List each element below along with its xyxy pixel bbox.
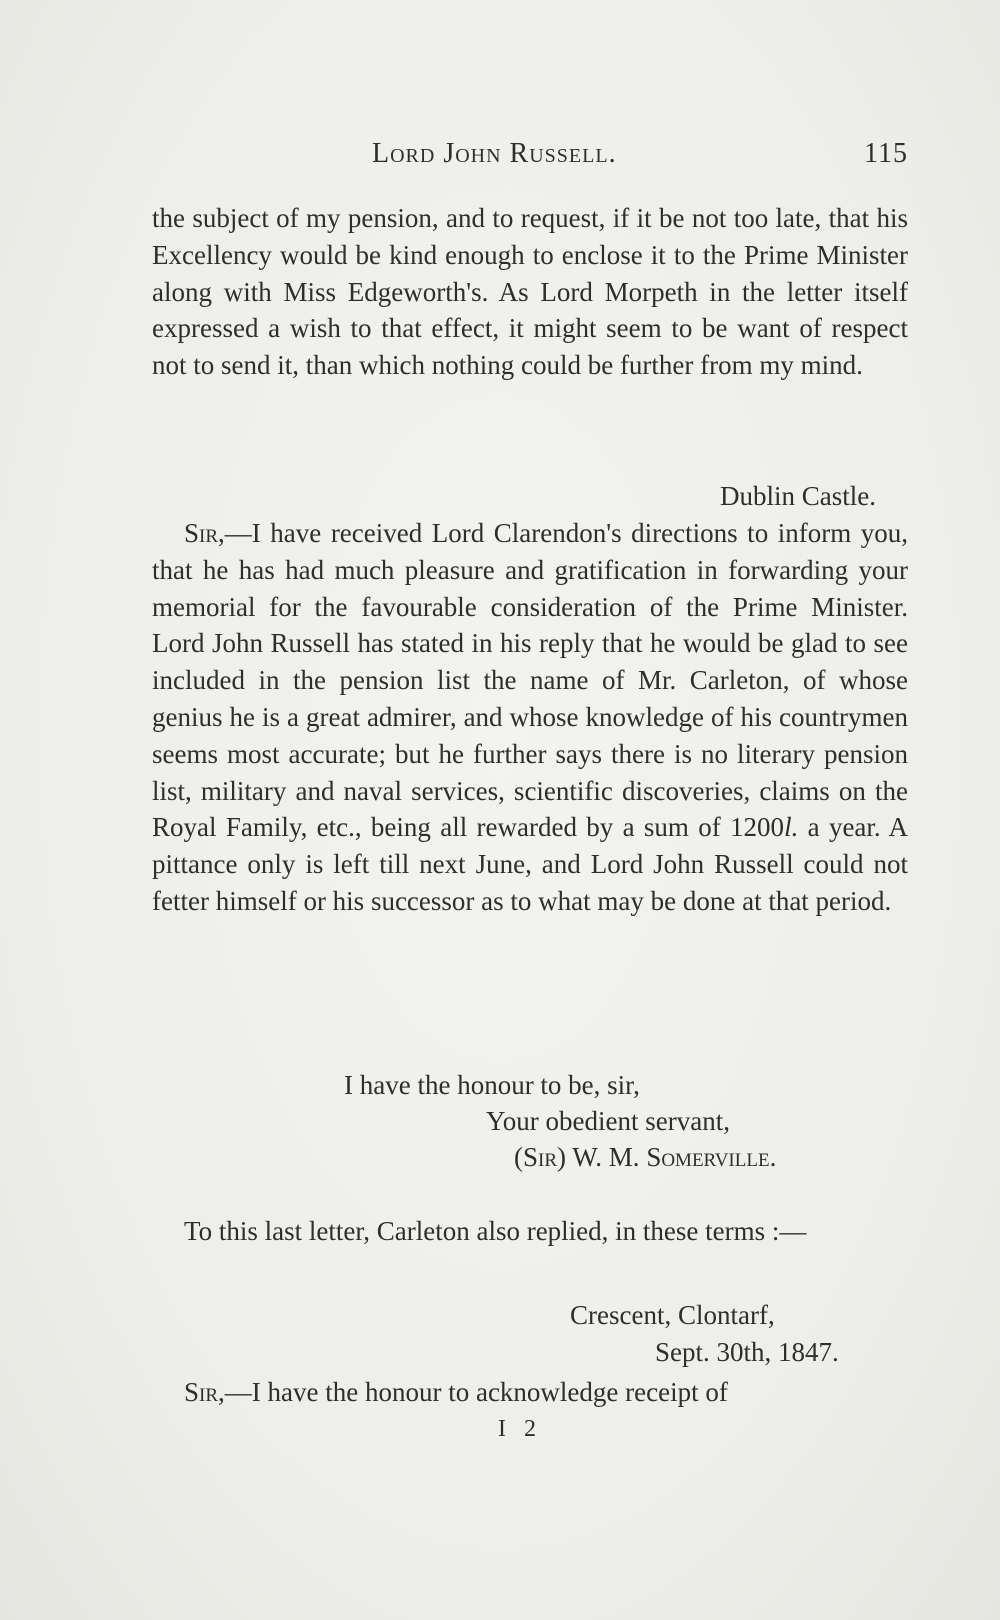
letter-body-part2: a year. A pittance only is left till next June, and Lord John Russell could not fetter himself or his successor as to what may be done at that period. xyxy=(152,812,908,916)
currency-unit: l. xyxy=(784,812,799,843)
paragraph-text: the subject of my pension, and to request, if it be not too late, that his Excellency would be kind enough to enclose it to the Prime Minister along with Miss Edgeworth's. As Lord Morpeth in the letter itself expressed a wish to that effect, it might seem to be want of respect not to send it, than which nothing could be further from my mind. xyxy=(152,203,908,381)
letter-body-part1: —I have the honour to acknowledge receipt of xyxy=(224,1377,728,1407)
signature-line xyxy=(514,1142,776,1173)
paragraph-text: To this last letter, Carleton also replied, in these terms :— xyxy=(184,1216,807,1246)
signature-initials: ) W. M. xyxy=(557,1142,647,1172)
letter-place-clontarf: Crescent, Clontarf, xyxy=(570,1300,775,1330)
letter-body-carleton xyxy=(152,1374,908,1411)
letter-date: Sept. 30th, 1847. xyxy=(655,1337,839,1367)
signature-name: Somerville. xyxy=(646,1142,777,1172)
letter-place: Dublin Castle. xyxy=(720,481,876,511)
letter-salutation: Sir, xyxy=(184,1377,225,1407)
page-header xyxy=(152,132,908,182)
paragraph-reply-intro xyxy=(152,1213,908,1250)
running-title: Lord John Russell. xyxy=(372,138,617,169)
closing-line-1: I have the honour to be, sir, xyxy=(344,1070,640,1100)
paragraph-continuation xyxy=(152,200,908,384)
letter-salutation: Sir, xyxy=(184,518,225,548)
page-number: 115 xyxy=(864,138,908,169)
closing-line-2: Your obedient servant, xyxy=(486,1106,730,1136)
signature-paren-open: ( xyxy=(514,1142,523,1172)
letter-place-dublin xyxy=(152,478,908,515)
signature-prefix: Sir xyxy=(523,1142,558,1172)
letter-body-text xyxy=(152,1374,908,1411)
letter-body-text xyxy=(152,515,908,920)
signature-mark: I 2 xyxy=(498,1416,542,1442)
letter-body-part1: —I have received Lord Clarendon's directions to inform you, that he has had much pleasure and gratification in forwarding your memorial for the favourable consideration of the Prime Minister. Lord John Russell has stated in his reply that he would be glad to see included in the pension list the name of Mr. Carleton, of whose genius he is a great admirer, and whose knowledge of his countrymen seems most accurate; but he further says there is no literary pension list, military and naval services, scientific discoveries, claims on the Royal Family, etc., being all rewarded by a sum of 1200 xyxy=(152,518,908,843)
letter-body-somerville xyxy=(152,515,908,920)
